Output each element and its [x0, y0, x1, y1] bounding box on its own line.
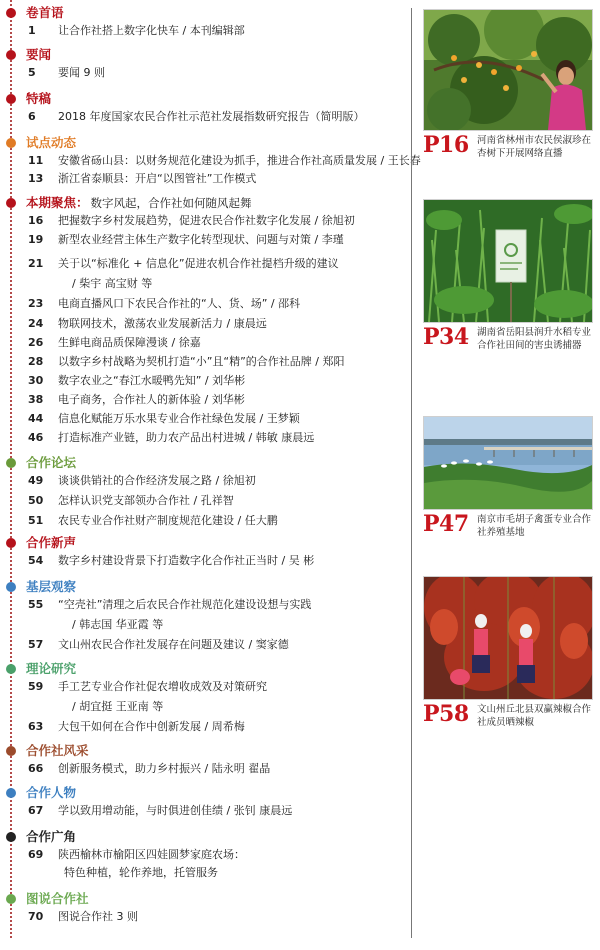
toc-entry[interactable]	[0, 212, 410, 231]
page-number: 38	[28, 393, 44, 406]
toc-entry[interactable]	[0, 512, 410, 532]
apricot-tree-image	[424, 10, 592, 130]
section-coop-style	[0, 742, 410, 780]
photo-caption	[423, 701, 593, 741]
article-title: 把握数字乡村发展趋势，促进农民合作社数字化发展 / 徐旭初	[58, 214, 355, 227]
section-header	[0, 134, 410, 152]
page-number: 30	[28, 374, 44, 387]
section-header	[0, 660, 410, 678]
column-divider	[411, 8, 412, 938]
section-title: 合作社风采	[26, 743, 89, 758]
section-title: 图说合作社	[26, 891, 89, 906]
bullet-dot-icon	[6, 94, 16, 104]
toc-entry-continued[interactable]	[0, 275, 410, 295]
section-theory	[0, 660, 410, 738]
toc-entry[interactable]	[0, 492, 410, 512]
article-subtitle: 特色种植，轮作养地，托管服务	[64, 866, 218, 879]
photo-page-number: P58	[423, 701, 469, 727]
article-title: 学以致用增动能，与时俱进创佳绩 / 张钊 康晨远	[58, 804, 293, 817]
page-number: 21	[28, 257, 44, 270]
page-number: 46	[28, 431, 44, 444]
photo-apricot-livestream	[423, 9, 593, 131]
toc-entry[interactable]	[0, 152, 421, 170]
page-number: 69	[28, 848, 44, 861]
bullet-dot-icon	[6, 8, 16, 18]
bullet-dot-icon	[6, 832, 16, 842]
article-title: 陕西榆林市榆阳区四娃圆梦家庭农场：	[58, 848, 245, 861]
page-number: 1	[28, 24, 36, 37]
page-number: 28	[28, 355, 44, 368]
toc-entry[interactable]	[0, 391, 410, 410]
bullet-dot-icon	[6, 894, 16, 904]
page-number: 24	[28, 317, 44, 330]
section-title: 试点动态	[26, 135, 77, 150]
toc-entry[interactable]	[0, 231, 410, 255]
toc-entry[interactable]	[0, 472, 410, 492]
section-header	[0, 784, 410, 802]
section-editorial	[0, 4, 410, 42]
toc-entry[interactable]	[0, 410, 410, 429]
bullet-dot-icon	[6, 746, 16, 756]
bullet-dot-icon	[6, 198, 16, 208]
article-title: 信息化赋能万乐水果专业合作社绿色发展 / 王梦颖	[58, 412, 300, 425]
page-number: 67	[28, 804, 44, 817]
page-number: 51	[28, 514, 44, 527]
article-title: 文山州农民合作社发展存在问题及建议 / 窦家德	[58, 638, 289, 651]
photo-caption-text: 南京市毛胡子禽蛋专业合作社养殖基地	[477, 514, 592, 538]
section-header	[0, 194, 410, 212]
toc-entry[interactable]	[0, 353, 410, 372]
page-number: 5	[28, 66, 36, 79]
article-title: 电商直播风口下农民合作社的“人、货、场” / 邵科	[58, 297, 301, 310]
photo-page-number: P16	[423, 132, 469, 158]
article-title: 数字乡村建设背景下打造数字化合作社正当时 / 吴 彬	[58, 554, 315, 567]
section-header	[0, 4, 410, 22]
page-number: 66	[28, 762, 44, 775]
page-number: 23	[28, 297, 44, 310]
toc-entry[interactable]	[0, 64, 410, 84]
toc-entry[interactable]	[0, 760, 410, 780]
article-title: 要闻 9 则	[58, 66, 105, 79]
toc-entry-continued[interactable]	[0, 616, 410, 636]
section-header	[0, 742, 410, 760]
page-number: 6	[28, 110, 36, 123]
toc-entry[interactable]	[0, 372, 410, 391]
page-number: 16	[28, 214, 44, 227]
article-title: 电子商务，合作社人的新体验 / 刘华彬	[58, 393, 245, 406]
section-pilot-news	[0, 134, 421, 188]
toc-entry[interactable]	[0, 429, 410, 448]
article-title: 农民专业合作社财产制度规范化建设 / 任大鹏	[58, 514, 278, 527]
toc-entry[interactable]	[0, 552, 410, 572]
article-authors: / 柴宇 高宝财 等	[72, 277, 153, 290]
page-number: 55	[28, 598, 44, 611]
section-coop-people	[0, 784, 410, 822]
article-title: 大包干如何在合作中创新发展 / 周希梅	[58, 720, 245, 733]
page-number: 63	[28, 720, 44, 733]
page-number: 11	[28, 154, 44, 167]
page-number: 57	[28, 638, 44, 651]
page-number: 13	[28, 172, 44, 185]
photo-caption	[423, 324, 593, 364]
section-forum	[0, 454, 410, 532]
toc-entry[interactable]	[0, 255, 410, 275]
section-title: 卷首语	[26, 5, 64, 20]
section-title: 基层观察	[26, 579, 77, 594]
section-title: 理论研究	[26, 661, 77, 676]
toc-entry[interactable]	[0, 108, 410, 128]
article-authors: / 胡宜挺 王亚南 等	[72, 700, 164, 713]
section-header	[0, 46, 410, 64]
section-title: 特稿	[26, 91, 52, 106]
pest-trap-image	[424, 200, 592, 322]
section-header	[0, 90, 410, 108]
section-new-voice	[0, 534, 410, 572]
toc-entry[interactable]	[0, 802, 410, 822]
bullet-dot-icon	[6, 582, 16, 592]
page-number: 54	[28, 554, 44, 567]
toc-entry[interactable]	[0, 315, 410, 334]
photo-page-number: P34	[423, 324, 469, 350]
bullet-dot-icon	[6, 538, 16, 548]
toc-entry[interactable]	[0, 678, 410, 698]
toc-entry[interactable]	[0, 295, 410, 315]
photo-poultry-base	[423, 416, 593, 510]
toc-entry[interactable]	[0, 596, 410, 616]
photo-caption-text: 河南省林州市农民侯淑珍在杏树下开展网络直播	[477, 135, 592, 159]
bullet-dot-icon	[6, 458, 16, 468]
section-title: 要闻	[26, 47, 52, 62]
article-authors: / 韩志国 华亚霞 等	[72, 618, 164, 631]
article-title: 以数字乡村战略为契机打造“小”且“精”的合作社品牌 / 郑阳	[58, 355, 345, 368]
photo-caption	[423, 511, 593, 551]
toc-entry-continued[interactable]	[0, 864, 410, 882]
article-title: “空壳社”清理之后农民合作社规范化建设设想与实践	[58, 598, 312, 611]
article-title: 图说合作社 3 则	[58, 910, 138, 923]
photo-caption	[423, 132, 593, 172]
chili-drying-image	[424, 577, 592, 699]
toc-entry-continued[interactable]	[0, 698, 410, 718]
page-number: 19	[28, 233, 44, 246]
section-subtitle: 数字风起，合作社如何随风起舞	[90, 196, 252, 210]
section-header	[0, 578, 410, 596]
article-title: 浙江省泰顺县：开启“以图管社”工作模式	[58, 172, 257, 185]
article-title: 数字农业之“春江水暖鸭先知” / 刘华彬	[58, 374, 246, 387]
section-title: 合作人物	[26, 785, 77, 800]
photo-drying-chili	[423, 576, 593, 700]
article-title: 物联网技术，激荡农业发展新活力 / 康晨远	[58, 317, 267, 330]
article-title: 让合作社搭上数字化快车 / 本刊编辑部	[58, 24, 245, 37]
page-number: 44	[28, 412, 44, 425]
bullet-dot-icon	[6, 664, 16, 674]
toc-entry[interactable]	[0, 846, 410, 864]
section-header	[0, 890, 410, 908]
toc-entry[interactable]	[0, 908, 410, 928]
section-news	[0, 46, 410, 84]
section-title: 合作广角	[26, 829, 77, 844]
article-title: 关于以“标准化 + 信息化”促进农机合作社提档升级的建议	[58, 257, 339, 270]
article-title: 安徽省砀山县：以财务规范化建设为抓手，推进合作社高质量发展 / 王长春	[58, 154, 421, 167]
section-header	[0, 534, 410, 552]
bullet-dot-icon	[6, 50, 16, 60]
photo-caption-text: 湖南省岳阳县润升水稻专业合作社田间的害虫诱捕器	[477, 327, 592, 351]
section-header	[0, 454, 410, 472]
bullet-dot-icon	[6, 138, 16, 148]
section-title-main: 本期聚焦：	[26, 195, 89, 210]
section-grassroots	[0, 578, 410, 656]
article-title: 手工艺专业合作社促农增收成效及对策研究	[58, 680, 267, 693]
section-header	[0, 828, 410, 846]
toc-entry[interactable]	[0, 22, 410, 42]
article-title: 2018 年度国家农民合作社示范社发展指数研究报告（简明版）	[58, 110, 365, 123]
article-title: 怎样认识党支部领办合作社 / 孔祥智	[58, 494, 234, 507]
toc-entry[interactable]	[0, 636, 410, 656]
toc-entry[interactable]	[0, 170, 410, 188]
section-title	[26, 194, 252, 212]
photo-pest-trap	[423, 199, 593, 323]
page-number: 59	[28, 680, 44, 693]
section-title: 合作论坛	[26, 455, 77, 470]
bullet-dot-icon	[6, 788, 16, 798]
lakeside-farm-image	[424, 417, 592, 509]
page-number: 49	[28, 474, 44, 487]
section-picture-story	[0, 890, 410, 928]
photo-caption-text: 文山州丘北县双赢辣椒合作社成员晒辣椒	[477, 704, 592, 728]
article-title: 创新服务模式，助力乡村振兴 / 陆永明 翟晶	[58, 762, 271, 775]
section-focus	[0, 194, 410, 448]
article-title: 新型农业经营主体生产数字化转型现状、问题与对策 / 李瑾	[58, 233, 344, 246]
toc-entry[interactable]	[0, 334, 410, 353]
page-number: 50	[28, 494, 44, 507]
page-number: 70	[28, 910, 44, 923]
toc-entry[interactable]	[0, 718, 410, 738]
article-title: 谈谈供销社的合作经济发展之路 / 徐旭初	[58, 474, 256, 487]
photo-page-number: P47	[423, 511, 469, 537]
section-feature	[0, 90, 410, 128]
section-wide-angle	[0, 828, 410, 882]
article-title: 打造标准产业链，助力农产品出村进城 / 韩敏 康晨远	[58, 431, 315, 444]
section-title: 合作新声	[26, 535, 77, 550]
page-number: 26	[28, 336, 44, 349]
article-title: 生鲜电商品质保障漫谈 / 徐嘉	[58, 336, 201, 349]
